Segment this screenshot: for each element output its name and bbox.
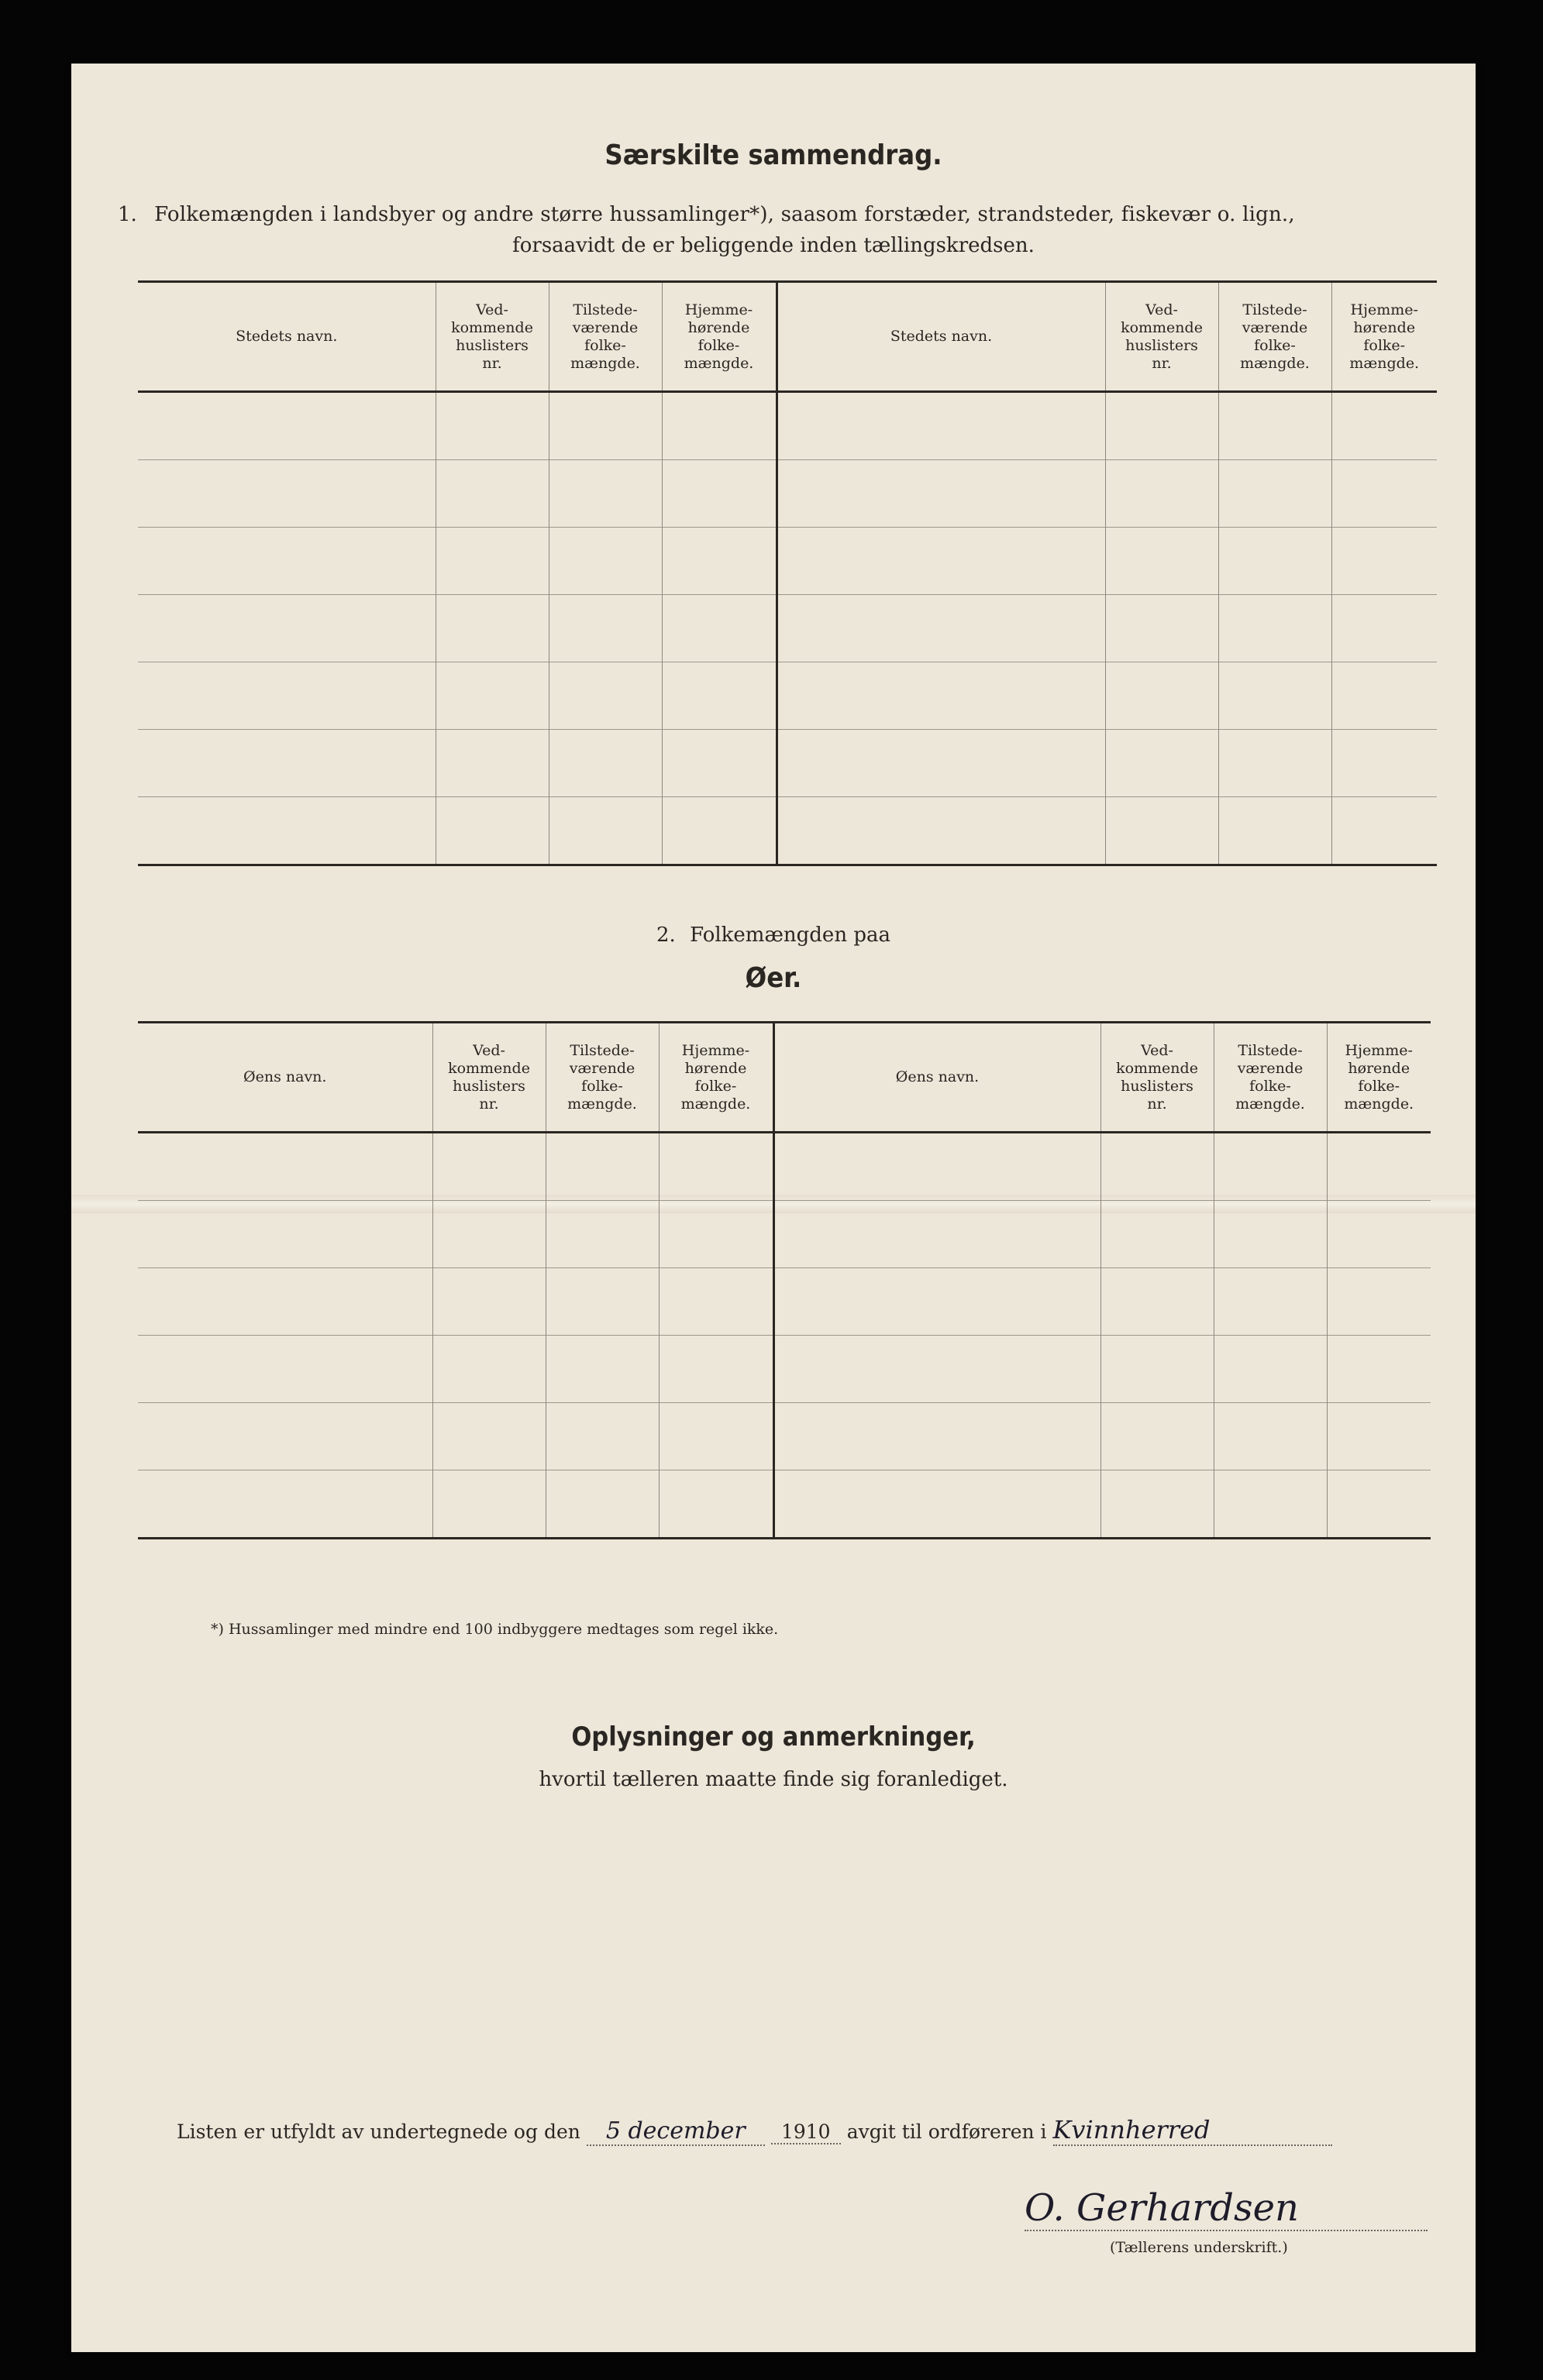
col-stedets-navn-2: Stedets navn. (777, 282, 1105, 392)
date-field: 5 december (587, 2117, 765, 2146)
statement-text-a: Listen er utfyldt av undertegnede og den (177, 2120, 580, 2143)
census-form-page (71, 64, 1476, 2352)
col-hjemmehorende-2: Hjemme- hørende folke- mængde. (1331, 282, 1437, 392)
col-hjemmehorende-2: Hjemme- hørende folke- mængde. (1327, 1023, 1431, 1133)
signature-statement (177, 2115, 1332, 2146)
col-huslisters-nr-2: Ved- kommende huslisters nr. (1105, 282, 1218, 392)
section2-heading-bold: Øer. (745, 962, 802, 994)
table-row (138, 730, 1437, 797)
table-row (138, 1403, 1431, 1470)
year-field: 1910 (771, 2120, 841, 2144)
section2-heading (71, 923, 1476, 947)
section2-number: 2. (656, 923, 676, 947)
section1-intro (118, 203, 1429, 226)
table-row (138, 460, 1437, 528)
col-huslisters-nr-2: Ved- kommende huslisters nr. (1100, 1023, 1214, 1133)
col-tilstedevaerende: Tilstede- værende folke- mængde. (549, 282, 662, 392)
section1-line1: Folkemængden i landsbyer og andre større hussamlinger*), saasom forstæder, strandsteder, fiskevær o. lign., (154, 203, 1295, 226)
signer-signature: O. Gerhardsen (1025, 2186, 1428, 2231)
table-oer (138, 1021, 1431, 1539)
place-field: Kvinnherred (1053, 2115, 1332, 2146)
col-stedets-navn: Stedets navn. (138, 282, 436, 392)
col-hjemmehorende: Hjemme- hørende folke- mængde. (662, 282, 777, 392)
col-huslisters-nr: Ved- kommende huslisters nr. (432, 1023, 546, 1133)
col-huslisters-nr: Ved- kommende huslisters nr. (436, 282, 549, 392)
table-row (138, 1336, 1431, 1403)
section1-line2: forsaavidt de er beliggende inden tællingskredsen. (512, 234, 1035, 257)
col-oens-navn-2: Øens navn. (773, 1023, 1100, 1133)
col-tilstedevaerende-2: Tilstede- værende folke- mængde. (1214, 1023, 1327, 1133)
col-hjemmehorende: Hjemme- hørende folke- mængde. (659, 1023, 773, 1133)
table-row (138, 1470, 1431, 1539)
statement-text-b: avgit til ordføreren i (846, 2120, 1047, 2143)
table-row (138, 595, 1437, 662)
col-oens-navn: Øens navn. (138, 1023, 432, 1133)
signature-caption: (Tællerens underskrift.) (1110, 2239, 1288, 2256)
table-row (138, 662, 1437, 730)
col-tilstedevaerende-2: Tilstede- værende folke- mængde. (1218, 282, 1331, 392)
table-row (138, 528, 1437, 595)
table-row (138, 1268, 1431, 1336)
footnote: *) Hussamlinger med mindre end 100 indbyggere medtages som regel ikke. (211, 1621, 779, 1638)
col-tilstedevaerende: Tilstede- værende folke- mængde. (546, 1023, 659, 1133)
table-row (138, 797, 1437, 865)
remarks-subtitle: hvortil tælleren maatte finde sig foranlediget. (539, 1768, 1008, 1791)
section1-number: 1. (118, 203, 137, 226)
section-title: Særskilte sammendrag. (604, 139, 942, 171)
table-row (138, 1201, 1431, 1268)
table-landsbyer (138, 280, 1437, 866)
remarks-title: Oplysninger og anmerkninger, (571, 1721, 976, 1752)
table-row (138, 1133, 1431, 1201)
table-row (138, 392, 1437, 460)
section2-heading-text: Folkemængden paa (690, 923, 890, 947)
